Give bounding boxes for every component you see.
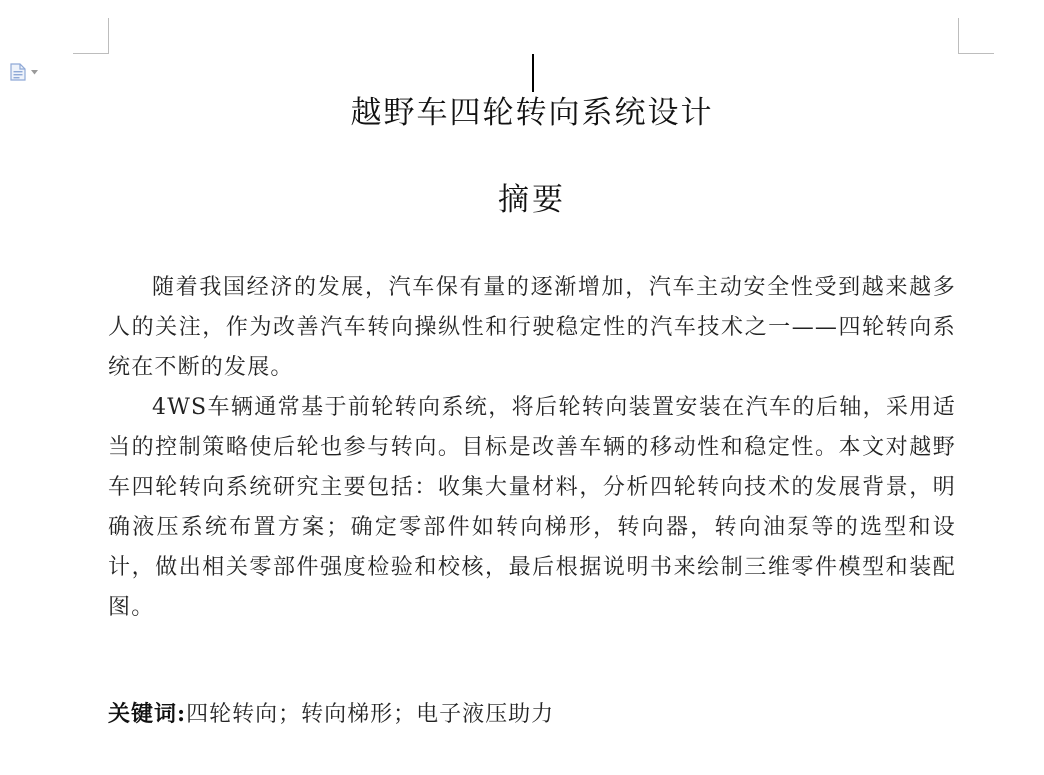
document-outline-icon	[10, 63, 26, 81]
text-cursor	[532, 54, 534, 92]
document-title: 越野车四轮转向系统设计	[350, 95, 714, 131]
abstract-body	[108, 268, 956, 628]
keywords-label: 关键词:	[108, 701, 187, 727]
crop-mark-top-right	[958, 18, 994, 54]
document-navigation-button[interactable]	[10, 63, 38, 81]
keywords-value: 四轮转向；转向梯形；电子液压助力	[186, 702, 555, 727]
abstract-heading: 摘要	[498, 182, 566, 218]
abstract-paragraph-2: 4WS车辆通常基于前轮转向系统，将后轮转向装置安装在汽车的后轴，采用适当的控制策略使后轮也参与转向。目标是改善车辆的移动性和稳定性。本文对越野车四轮转向系统研究主要包括：收集大量材料，分析四轮转向技术的发展背景，明确液压系统布置方案；确定零部件如转向梯形，转向器，转向油泵等的选型和设计，做出相关零部件强度检验和校核，最后根据说明书来绘制三维零件模型和装配图。	[108, 395, 956, 620]
keywords-line	[108, 694, 956, 735]
abstract-paragraph-1: 随着我国经济的发展，汽车保有量的逐渐增加，汽车主动安全性受到越来越多人的关注，作为改善汽车转向操纵性和行驶稳定性的汽车技术之一——四轮转向系统在不断的发展。	[108, 275, 956, 380]
chevron-down-icon	[31, 70, 38, 75]
crop-mark-top-left	[73, 18, 109, 54]
